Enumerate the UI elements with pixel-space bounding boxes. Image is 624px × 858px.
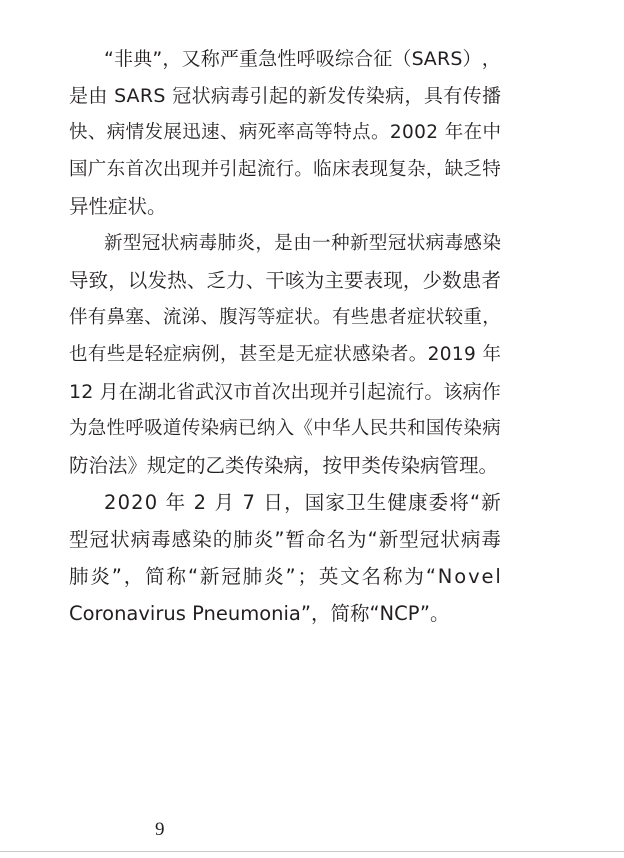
paragraph-1-line-4: 国 广 东 首 次 出 现 并 引 起 流 行 。 临 床 表 现 复 杂 ， 缺 乏 特 — [69, 159, 501, 180]
paragraph-3-line-3: 肺 炎 ” ， 简 称 “ 新 冠 肺 炎 ” ； 英 文 名 称 为 “ N o v e l — [69, 565, 501, 588]
paragraph-2-line-5: 1 2 月 在 湖 北 省 武 汉 市 首 次 出 现 并 引 起 流 行 。 该 病 作 — [69, 381, 501, 403]
paragraph-2-line-2: 导 致 ， 以 发 热 、 乏 力 、 干 咳 为 主 要 表 现 ， 少 数 患 者 — [69, 269, 501, 292]
page-number: 9 — [155, 819, 165, 840]
paragraph-2-line-1: 新 型 冠 状 病 毒 肺 炎 ， 是 由 一 种 新 型 冠 状 病 毒 感 染 — [104, 233, 501, 254]
paragraph-3-line-4: Coronavirus Pneumonia”，简称“NCP”。 — [69, 602, 450, 625]
paragraph-2-line-7: 防治法》规定的乙类传染病，按甲类传染病管理。 — [69, 454, 499, 477]
bottom-divider — [0, 851, 624, 852]
paragraph-2-line-6: 为 急 性 呼 吸 道 传 染 病 已 纳 入 《 中 华 人 民 共 和 国 传 染 病 — [69, 418, 501, 439]
paragraph-2-line-3: 伴 有 鼻 塞 、 流 涕 、 腹 泻 等 症 状 。 有 些 患 者 症 状 较 重 ， — [69, 307, 501, 328]
paragraph-2-line-4: 也 有 些 是 轻 症 病 例 ， 甚 至 是 无 症 状 感 染 者 。 2 0 1 9 年 — [69, 344, 501, 365]
paragraph-1-line-1: “ 非 典 ” ， 又 称 严 重 急 性 呼 吸 综 合 征 （ S A R S ） ， — [104, 48, 501, 70]
paragraph-1-line-3: 快 、 病 情 发 展 迅 速 、 病 死 率 高 等 特 点 。 2 0 0 2 年 在 中 — [69, 122, 501, 143]
paragraph-3-line-2: 型 冠 状 病 毒 感 染 的 肺 炎 ” 暂 命 名 为 “ 新 型 冠 状 病 毒 — [69, 528, 501, 551]
paragraph-1-line-2: 是 由 S A R S 冠 状 病 毒 引 起 的 新 发 传 染 病 ， 具 有 传 播 — [69, 85, 501, 107]
paragraph-1-line-5: 异性症状。 — [69, 195, 167, 218]
paragraph-3-line-1: 2 0 2 0 年 2 月 7 日 ， 国 家 卫 生 健 康 委 将 “ 新 — [104, 491, 501, 514]
